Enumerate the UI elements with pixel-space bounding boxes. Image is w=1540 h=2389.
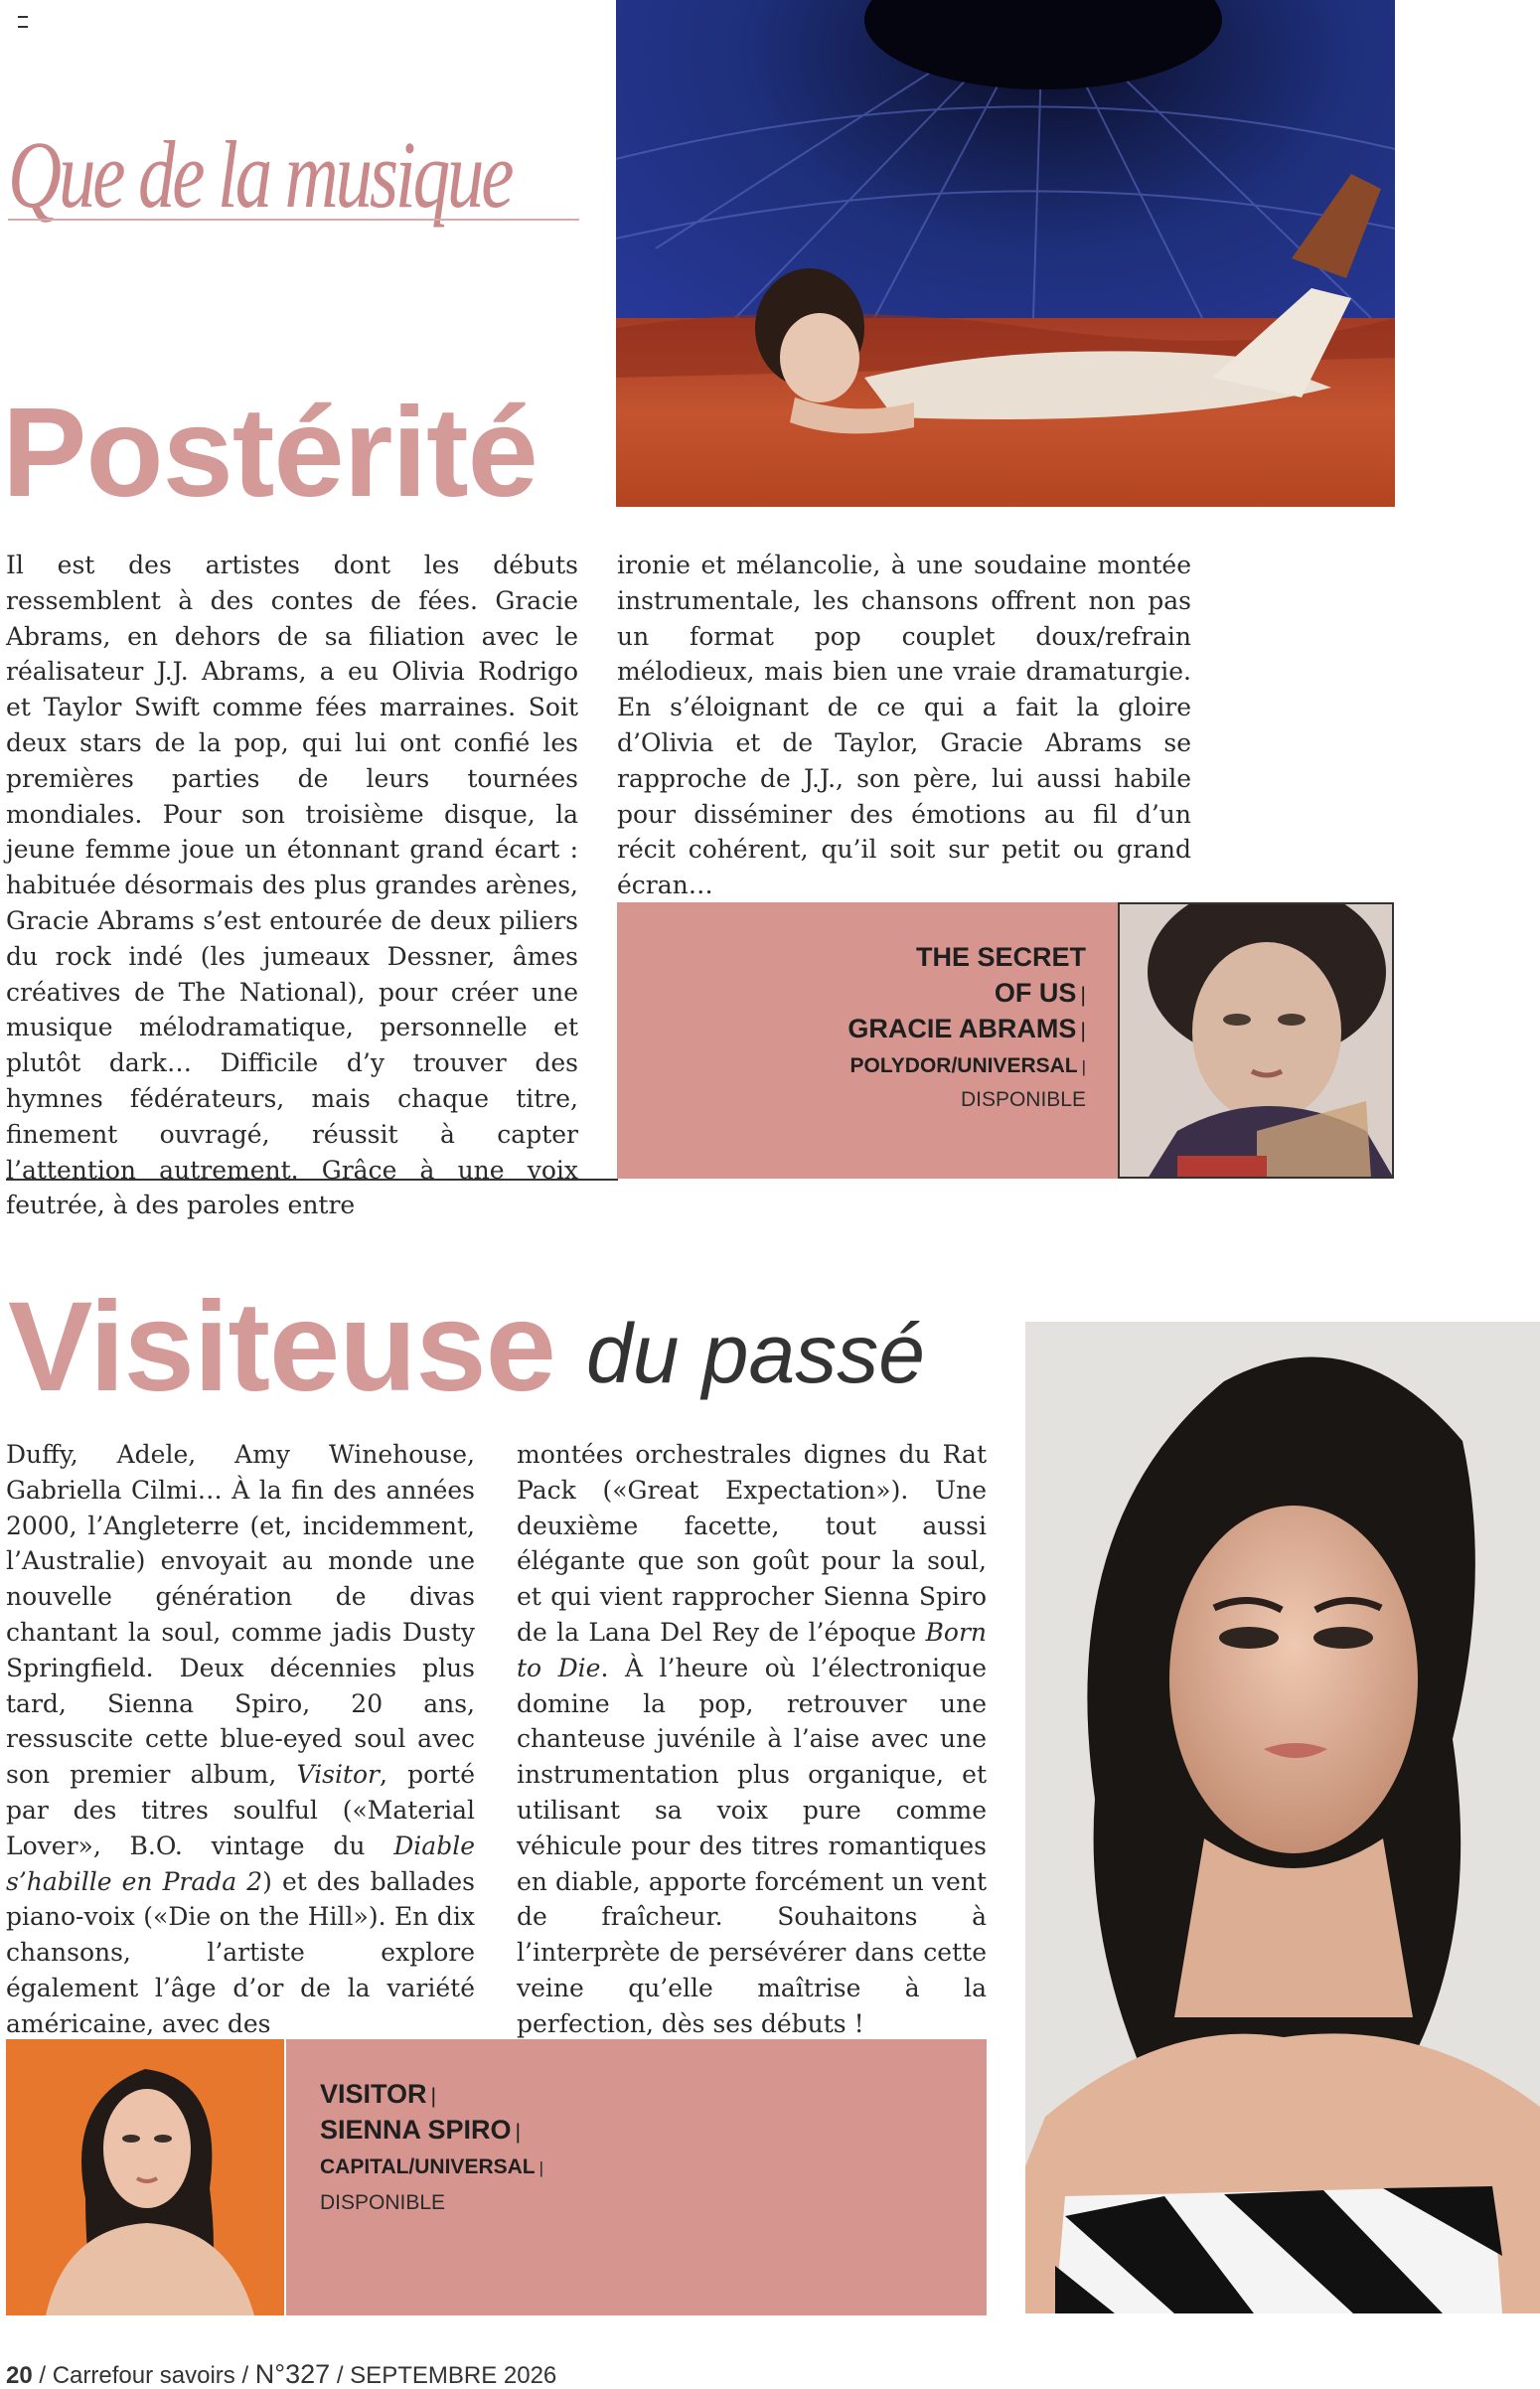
article2-column-1: Duffy, Adele, Amy Winehouse, Gabriella Cilmi… À la fin des années 2000, l’Angleterre (et, incidemment, l’Australie) envoyait au monde une nouvelle génération de divas chantant la soul, comme jadis Dusty Springfield. Deux décennies plus tard, Sienna Spiro, 20 ans, ressuscite cette blue-eyed soul avec son premier album, Visitor, porté par des titres soulful («Material Lover», B.O. vintage du Diable s’habille en Prada 2) et des ballades piano-voix («Die on the Hill»). En dix chansons, l’artiste explore également l’âge d’or de la variété américaine, avec des [6,1440,476,2038]
footer-separator: / [336,2362,344,2389]
album2-title: VISITOR | [320,2079,437,2109]
album-artist: GRACIE ABRAMS | [847,1014,1086,1043]
album2-label: CAPITAL/UNIVERSAL | [320,2155,543,2178]
article1-album-cover [1118,902,1394,1179]
article2-column-2: montées orchestrales dignes du Rat Pack («Great Expectation»). Une deuxième facette, tout aussi élégante que son goût pour la soul, et qui vient rapprocher Sienna Spiro de la Lana Del Rey de l’époque Born to Die. À l’heure où l’électronique domine la pop, retrouver une chanteuse juvénile à l’aise avec une instrumentation plus organique, et utilisant sa voix pure comme véhicule pour des titres romantiques en diable, apporte forcément un vent de fraîcheur. Souhaitons à l’interprète de persévérer dans cette veine qu’elle maîtrise à la perfection, dès ses débuts ! [517,1440,987,2038]
article2-headline-sub: du passé [586,1307,925,1400]
article1-column-2: ironie et mélancolie, à une soudaine montée instrumentale, les chansons offrent non pas un format pop couplet doux/refrain mélodieux, mais bien une vraie dramaturgie. En s’éloignant de ce qui a fait la gloire d’Olivia et de Taylor, Gracie Abrams se rapproche de J.J., son père, lui aussi habile pour disséminer des émotions au fil d’un récit cohérent, qu’il soit sur petit ou grand écran… [617,551,1191,900]
article2-headline: Visiteuse [8,1276,555,1418]
album-title-line1: THE SECRET [915,942,1086,972]
album2-status: DISPONIBLE [320,2191,446,2214]
magazine-name: Carrefour savoirs [52,2362,235,2389]
article2-album-cover [6,2039,284,2315]
footer-separator: / [39,2362,47,2389]
menu-icon [18,16,28,28]
article1-album-info [617,902,1086,1179]
section-title: Que de la musique [8,121,512,228]
article1-headline: Postérité [2,382,538,524]
issue-number: N°327 [254,2359,331,2389]
page-footer [6,2361,556,2388]
album2-artist: SIENNA SPIRO | [320,2115,522,2145]
album-status: DISPONIBLE [960,1088,1086,1111]
footer-separator: / [241,2362,249,2389]
article-divider [6,1179,618,1181]
article2-portrait-photo [1025,1322,1540,2313]
section-title-rule [8,219,579,221]
page-number: 20 [6,2362,33,2389]
issue-date: SEPTEMBRE 2026 [350,2362,557,2389]
article1-hero-photo [616,0,1395,507]
album-label: POLYDOR/UNIVERSAL | [849,1054,1086,1077]
album-title-line2: OF US | [994,978,1086,1008]
article1-column-1: Il est des artistes dont les débuts ressemblent à des contes de fées. Gracie Abrams, en dehors de sa filiation avec le réalisateur J.J. Abrams, a eu Olivia Rodrigo et Taylor Swift comme fées marraines. Soit deux stars de la pop, qui lui ont confié les premières parties de leurs tournées mondiales. Pour son troisième disque, la jeune femme joue un étonnant grand écart : habituée désormais des plus grandes arènes, Gracie Abrams s’est entourée de deux piliers du rock indé (les jumeaux Dessner, âmes créatives de The National), pour créer une musique mélodramatique, personnelle et plutôt dark… Difficile d’y trouver des hymnes fédérateurs, mais chaque titre, finement ouvragé, réussit à capter l’attention autrement. Grâce à une voix feutrée, à des paroles entre [6,551,578,1220]
